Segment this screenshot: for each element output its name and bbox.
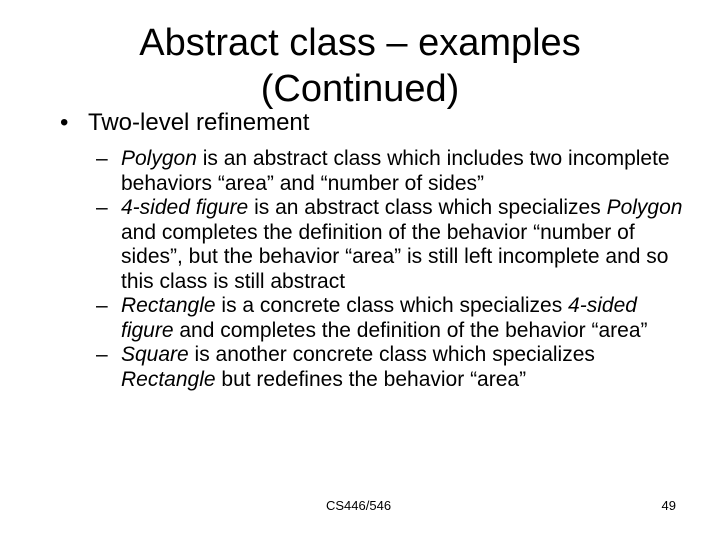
sub-bullet-text: and completes the definition of the behavior “area” [173,318,648,342]
class-name-text: 4-sided figure [121,196,249,219]
slide-title [60,20,660,112]
class-name-text: Rectangle [121,294,216,317]
sub-bullet-text: is an abstract class which includes two incomplete behaviors “area” and “number of sides” [121,147,670,195]
main-bullet [60,108,309,138]
sub-bullet-marker: – [96,147,108,170]
footer-course: CS446/546 [326,498,392,513]
sub-bullet-text: is an abstract class which specializes [248,196,607,219]
main-bullet-text: Two-level refinement [88,109,310,136]
slide-title-line-2: (Continued) [260,68,460,110]
sub-bullet-marker: – [96,294,108,317]
class-name-text: Square [121,343,189,366]
sub-bullet-list [96,147,686,392]
class-name-text: 4-sided figure [121,294,637,342]
sub-bullet-item [96,294,686,343]
sub-bullet-text: is another concrete class which specializes [188,343,595,366]
sub-bullet-marker: – [96,343,108,366]
sub-bullet-marker: – [96,196,108,219]
sub-bullet-item [96,196,686,294]
sub-bullet-text: is a concrete class which specializes [215,294,569,317]
slide-title-line-1: Abstract class – examples [139,22,581,64]
class-name-text: Polygon [121,147,197,170]
sub-bullet-text: but redefines the behavior “area” [215,367,527,391]
sub-bullet-item [96,147,686,196]
class-name-text: Rectangle [121,367,216,391]
sub-bullet-text: and completes the definition of the behavior “number of sides”, but the behavior “area” is still left incomplete and so this class is still abstract [121,220,669,293]
class-name-text: Polygon [606,196,683,219]
sub-bullet-item [96,343,686,392]
slide-number: 49 [661,498,676,513]
bullet-marker: • [60,109,69,136]
